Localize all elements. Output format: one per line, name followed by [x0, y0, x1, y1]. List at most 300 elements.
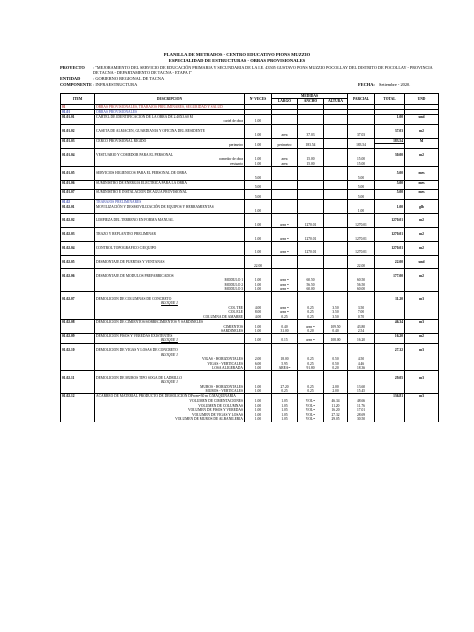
cell-total: 5.00: [375, 180, 405, 185]
cell-desc: VOLUMEN DE MUROS DE ALBAÑILERIA: [95, 417, 245, 422]
cell-ancho: [298, 167, 324, 176]
cell-desc: VOLUMEN DE VIGAS Y LOSAS: [95, 412, 245, 417]
cell-ancho: [298, 124, 324, 133]
cell-und: [405, 417, 439, 422]
cell-item: 01.02.10: [61, 343, 95, 352]
cell-total: 30.00: [375, 148, 405, 157]
componente-value: : INFRAESTRUCTURA: [93, 82, 138, 87]
col-largo: LARGO: [272, 99, 298, 104]
cell-largo: area: [272, 162, 298, 167]
cell-desc: BLOQUE 1: [95, 301, 245, 306]
fecha-value: Setiembre - 2020.: [379, 82, 411, 87]
metrados-table: [60, 93, 439, 422]
cell-und: m2: [405, 228, 439, 237]
cell-desc: MODULO 1: [95, 278, 245, 283]
cell-parcial: 22.00: [348, 264, 375, 269]
cell-veces: 1.00: [245, 162, 272, 167]
cell-veces: 1.00: [245, 399, 272, 404]
col-und: UND: [405, 94, 439, 105]
cell-total: 1.00: [375, 115, 405, 120]
cell-desc: DEMOLICION PISOS Y VEREDAS EXISTENTES: [95, 334, 245, 339]
cell-desc: BLOQUE 1: [95, 380, 245, 385]
cell-ancho: VOL=: [298, 412, 324, 417]
cell-desc: cartel de obra: [95, 119, 245, 124]
cell-veces: 6.00: [245, 361, 272, 366]
cell-altura: [324, 255, 348, 264]
cell-item: 01.02.03: [61, 228, 95, 237]
table-row: [61, 167, 439, 176]
cell-ancho: 1270.01: [298, 223, 324, 228]
cell-largo: [272, 124, 298, 133]
cell-desc: TRABAJOS PRELIMINARES: [95, 200, 245, 205]
cell-parcial: [348, 292, 375, 301]
cell-desc: MODULO 3: [95, 287, 245, 292]
cell-parcial: [348, 371, 375, 380]
cell-altura: 0.50: [324, 361, 348, 366]
cell-parcial: 56.50: [348, 283, 375, 288]
cell-ancho: 0.25: [298, 306, 324, 311]
cell-item: 01.01: [61, 109, 95, 114]
cell-altura: 109.50: [324, 324, 348, 329]
cell-und: m3: [405, 343, 439, 352]
cell-und: m3: [405, 394, 439, 399]
cell-altura: [324, 167, 348, 176]
cell-parcial: [348, 255, 375, 264]
cell-item: 01.02.12: [61, 394, 95, 399]
cell-largo: 1.05: [272, 408, 298, 413]
cell-item: 01.01.04: [61, 148, 95, 157]
cell-und: und: [405, 255, 439, 264]
cell-ancho: VOL=: [298, 399, 324, 404]
cell-total: 1270.01: [375, 228, 405, 237]
cell-ancho: VOL=: [298, 408, 324, 413]
cell-ancho: 15.00: [298, 162, 324, 167]
document-subtitle: ESPECIALIDAD DE ESTRUCTURAS - OBRAS PROVISIONALES: [168, 58, 306, 63]
cell-item: 01.01.01: [61, 115, 95, 120]
table-row: [61, 148, 439, 157]
cell-und: und: [405, 115, 439, 120]
table-row: [61, 124, 439, 133]
cell-ancho: 60.50: [298, 278, 324, 283]
cell-desc: DEMOLICION DE MUROS TIPO SOGA DE LADRILLO: [95, 371, 245, 380]
table-row: [61, 292, 439, 301]
cell-und: mes: [405, 190, 439, 195]
cell-altura: 0.40: [324, 329, 348, 334]
cell-largo: 0.25: [272, 315, 298, 320]
cell-desc: VIGAS - VERTICALES: [95, 361, 245, 366]
cell-veces: 1.00: [245, 408, 272, 413]
cell-veces: 8.00: [245, 310, 272, 315]
cell-desc: LOSA ALIGERADA: [95, 366, 245, 371]
cell-und: m3: [405, 319, 439, 324]
cell-altura: 11.20: [324, 403, 348, 408]
cell-largo: [272, 292, 298, 301]
cell-veces: 4.00: [245, 315, 272, 320]
cell-altura: 3.50: [324, 306, 348, 311]
cell-ancho: area =: [298, 338, 324, 343]
cell-desc: SARDINELES: [95, 329, 245, 334]
table-row: [61, 371, 439, 380]
cell-veces: 1.00: [245, 389, 272, 394]
cell-total: 177.00: [375, 269, 405, 278]
cell-desc: CARTEL DE IDENTIFICACION DE LA OBRA DE 2.40X3.60 M: [95, 115, 245, 120]
cell-largo: 1.05: [272, 412, 298, 417]
cell-veces: [245, 228, 272, 237]
cell-item: 01.02.02: [61, 214, 95, 223]
cell-desc: DESMONTAJE DE MODULOS PREFABRICADOS: [95, 269, 245, 278]
cell-ancho: [298, 214, 324, 223]
cell-largo: [272, 148, 298, 157]
cell-desc: COL ELE: [95, 310, 245, 315]
cell-altura: 0.50: [324, 357, 348, 362]
cell-veces: [245, 148, 272, 157]
fecha-label: FECHA:: [358, 82, 375, 87]
table-row: [61, 269, 439, 278]
col-ancho: ANCHO: [298, 99, 324, 104]
cell-und: m2: [405, 124, 439, 133]
cell-largo: area =: [272, 310, 298, 315]
cell-largo: 0.25: [272, 389, 298, 394]
cell-veces: 1.00: [245, 223, 272, 228]
cell-ancho: 0.25: [298, 357, 324, 362]
cell-ancho: 91.80: [298, 366, 324, 371]
cell-ancho: 0.25: [298, 389, 324, 394]
metrados-rows: [61, 104, 439, 422]
cell-parcial: 37.03: [348, 133, 375, 138]
cell-parcial: 13.60: [348, 384, 375, 389]
table-row: [61, 228, 439, 237]
cell-veces: 1.00: [245, 417, 272, 422]
cell-parcial: [348, 214, 375, 223]
cell-largo: [272, 241, 298, 250]
cell-parcial: 1270.01: [348, 223, 375, 228]
cell-parcial: 60.00: [348, 287, 375, 292]
cell-largo: 1.05: [272, 399, 298, 404]
cell-parcial: 11.76: [348, 403, 375, 408]
cell-item: 01.02.11: [61, 371, 95, 380]
col-veces: Nº VECES: [245, 94, 272, 105]
cell-ancho: 0.25: [298, 384, 324, 389]
cell-altura: [324, 214, 348, 223]
cell-largo: 27.20: [272, 384, 298, 389]
cell-ancho: 1270.01: [298, 250, 324, 255]
cell-largo: area =: [272, 287, 298, 292]
cell-altura: [324, 148, 348, 157]
cell-parcial: 1270.01: [348, 237, 375, 242]
col-item: ITEM: [61, 94, 95, 105]
cell-veces: 1.00: [245, 209, 272, 214]
cell-veces: 1.00: [245, 324, 272, 329]
cell-item: 01.02.06: [61, 269, 95, 278]
cell-ancho: 0.20: [298, 329, 324, 334]
cell-total: 27.32: [375, 343, 405, 352]
cell-veces: [245, 343, 272, 352]
componente-label: COMPONENTE: [60, 82, 92, 87]
cell-altura: 0.20: [324, 366, 348, 371]
cell-total: 1270.01: [375, 241, 405, 250]
cell-desc: vestuario: [95, 162, 245, 167]
cell-largo: area: [272, 157, 298, 162]
cell-total: 136.81: [375, 394, 405, 399]
cell-ancho: 56.50: [298, 283, 324, 288]
col-descripcion: DESCRIPCION: [95, 94, 245, 105]
cell-desc: MUROS - HORIZONTALES: [95, 384, 245, 389]
cell-desc: BLOQUE 1: [95, 338, 245, 343]
cell-ancho: VOL=: [298, 417, 324, 422]
cell-parcial: 5.00: [348, 176, 375, 181]
cell-altura: 3.50: [324, 310, 348, 315]
cell-total: 11.20: [375, 292, 405, 301]
cell-parcial: 18.36: [348, 366, 375, 371]
cell-desc: VOLUMEN DE CIMENTACIONES: [95, 399, 245, 404]
cell-veces: 1.00: [245, 250, 272, 255]
cell-largo: 1.05: [272, 417, 298, 422]
cell-veces: 1.00: [245, 287, 272, 292]
cell-veces: [245, 269, 272, 278]
cell-item: 01.01.05: [61, 167, 95, 176]
cell-largo: [272, 371, 298, 380]
entidad-label: ENTIDAD: [60, 76, 81, 81]
cell-veces: 1.00: [245, 412, 272, 417]
cell-largo: [272, 228, 298, 237]
cell-ancho: VOL=: [298, 403, 324, 408]
cell-largo: 0.40: [272, 324, 298, 329]
table-row: [61, 417, 439, 422]
cell-largo: area =: [272, 278, 298, 283]
col-parcial: PARCIAL: [348, 94, 375, 105]
cell-total: 183.54: [375, 138, 405, 143]
cell-ancho: [298, 228, 324, 237]
cell-desc: VESTUARIO Y COMEDOR PARA EL PERSONAL: [95, 148, 245, 157]
cell-parcial: 30.50: [348, 417, 375, 422]
cell-veces: 1.00: [245, 237, 272, 242]
cell-altura: [324, 343, 348, 352]
cell-desc: SERVICIOS HIGIENICOS PARA EL PERSONAL DE OBRA: [95, 167, 245, 176]
cell-largo: perimetro: [272, 143, 298, 148]
cell-ancho: [298, 292, 324, 301]
cell-veces: 5.00: [245, 195, 272, 200]
cell-veces: [245, 214, 272, 223]
cell-parcial: 15.00: [348, 162, 375, 167]
cell-parcial: 7.00: [348, 310, 375, 315]
cell-altura: [324, 269, 348, 278]
cell-veces: 1.00: [245, 143, 272, 148]
cell-desc: MOVILIZACIÓN Y DESMOVILIZACIÓN DE EQUIPOS Y HERRAMIENTAS: [95, 204, 245, 209]
cell-ancho: [298, 269, 324, 278]
cell-largo: [272, 214, 298, 223]
cell-parcial: [348, 241, 375, 250]
cell-parcial: 28.69: [348, 412, 375, 417]
proyecto-value: : "MEJORAMIENTO DEL SERVICIO DE EDUCACIÓN PRIMARIA Y SECUNDARIA DE LA I.E. 43505 GUSTAVO PONS MUZZIO POCOLLAY DEL DISTRITO DE POCOLLAY - PROVINCIA DE TACNA - DEPARTAMENTO DE TACNA - ETAPA I": [93, 65, 433, 75]
cell-ancho: 15.00: [298, 157, 324, 162]
cell-desc: COLUMNA DE AMARRE: [95, 315, 245, 320]
cell-total: 16.20: [375, 334, 405, 339]
cell-item: 01.01.06: [61, 180, 95, 185]
cell-veces: 5.00: [245, 176, 272, 181]
cell-largo: ÁREA=: [272, 366, 298, 371]
cell-altura: 2.00: [324, 384, 348, 389]
cell-parcial: 16.20: [348, 338, 375, 343]
cell-veces: 1.00: [245, 278, 272, 283]
cell-und: m2: [405, 269, 439, 278]
cell-largo: area: [272, 133, 298, 138]
cell-item: 01.02.05: [61, 255, 95, 264]
cell-total: [375, 417, 405, 422]
cell-veces: 1.00: [245, 403, 272, 408]
cell-desc: OBRAS PROVISIONALES, TRABAJOS PRELIMINARES, SEGURIDAD Y SALUD: [95, 104, 245, 109]
cell-und: m3: [405, 292, 439, 301]
cell-ancho: [298, 255, 324, 264]
cell-und: M: [405, 138, 439, 143]
cell-ancho: 60.00: [298, 287, 324, 292]
cell-largo: 5.95: [272, 361, 298, 366]
cell-desc: CASETA DE ALMACEN, GUARDIANIA Y OFICINA DEL RESIDENTE: [95, 124, 245, 133]
cell-largo: area =: [272, 250, 298, 255]
cell-total: 37.03: [375, 124, 405, 133]
cell-parcial: 4.50: [348, 357, 375, 362]
cell-ancho: 37.03: [298, 133, 324, 138]
cell-largo: [272, 269, 298, 278]
cell-largo: [272, 255, 298, 264]
cell-item: 01.02.07: [61, 292, 95, 301]
col-medidas: MEDIDAS: [272, 94, 348, 99]
cell-parcial: 15.00: [348, 157, 375, 162]
cell-parcial: 15.45: [348, 389, 375, 394]
cell-ancho: 0.25: [298, 310, 324, 315]
cell-parcial: [348, 269, 375, 278]
cell-total: 5.00: [375, 190, 405, 195]
cell-veces: 1.00: [245, 384, 272, 389]
cell-parcial: 0.70: [348, 315, 375, 320]
cell-largo: 1.05: [272, 403, 298, 408]
cell-desc: MUROS - VERTICALES: [95, 389, 245, 394]
cell-altura: 16.20: [324, 408, 348, 413]
cell-total: 5.00: [375, 167, 405, 176]
cell-desc: BLOQUE 1: [95, 352, 245, 357]
cell-und: glb: [405, 204, 439, 209]
cell-veces: 5.00: [245, 185, 272, 190]
cell-parcial: 48.66: [348, 399, 375, 404]
cell-item: 01.01.07: [61, 190, 95, 195]
cell-und: m2: [405, 148, 439, 157]
cell-total: 1.00: [375, 204, 405, 209]
cell-ancho: [298, 148, 324, 157]
cell-und: m3: [405, 371, 439, 380]
cell-item: 01: [61, 104, 95, 109]
table-row: [61, 241, 439, 250]
cell-veces: 4.00: [245, 306, 272, 311]
cell-desc: SUMINISTRO E INSTALACIÓN DE AGUA PROVISIONAL: [95, 190, 245, 195]
cell-desc: CONTROL TOPOGRAFICO C/EQUIPO: [95, 241, 245, 250]
cell-desc: SUMINISTRO DE ENERGIA ELECTRICA PARA LA OBRA: [95, 180, 245, 185]
cell-parcial: 1.00: [348, 209, 375, 214]
cell-parcial: [348, 343, 375, 352]
cell-desc: TRAZO Y REPLANTEO PRELIMINAR: [95, 228, 245, 237]
cell-parcial: 5.00: [348, 195, 375, 200]
cell-veces: 1.00: [245, 329, 272, 334]
cell-veces: 1.00: [245, 366, 272, 371]
cell-parcial: [348, 167, 375, 176]
cell-item: 01.02.08: [61, 319, 95, 324]
cell-altura: 3.50: [324, 315, 348, 320]
proyecto-label: PROYECTO: [60, 65, 85, 70]
cell-und: m2: [405, 241, 439, 250]
table-row: [61, 343, 439, 352]
cell-item: [61, 417, 95, 422]
cell-largo: area =: [272, 283, 298, 288]
cell-und: m2: [405, 214, 439, 223]
document-title: PLANILLA DE METRADOS - CENTRO EDUCATIVO PIONS MUZZIO: [163, 52, 311, 57]
cell-largo: 0.15: [272, 338, 298, 343]
cell-desc: LIMPIEZA DEL TERRENO EN FORMA MANUAL: [95, 214, 245, 223]
cell-veces: [245, 241, 272, 250]
cell-veces: 1.00: [245, 133, 272, 138]
table-row: [61, 255, 439, 264]
cell-ancho: 183.54: [298, 143, 324, 148]
cell-parcial: 4.46: [348, 361, 375, 366]
cell-ancho: [298, 241, 324, 250]
cell-veces: [245, 124, 272, 133]
cell-veces: 2.00: [245, 357, 272, 362]
cell-altura: 108.00: [324, 338, 348, 343]
cell-item: 01.02: [61, 200, 95, 205]
cell-parcial: 43.80: [348, 324, 375, 329]
cell-item: 01.01.03: [61, 138, 95, 143]
cell-parcial: 183.54: [348, 143, 375, 148]
cell-largo: 18.00: [272, 357, 298, 362]
cell-altura: 27.32: [324, 412, 348, 417]
cell-parcial: [348, 148, 375, 157]
col-total: TOTAL: [375, 94, 405, 105]
cell-desc: COL TEE: [95, 306, 245, 311]
cell-und: mes: [405, 167, 439, 176]
cell-total: 29.05: [375, 371, 405, 380]
cell-und: mes: [405, 180, 439, 185]
cell-item: 01.02.01: [61, 204, 95, 209]
cell-veces: 22.00: [245, 264, 272, 269]
cell-desc: DESMONTAJE DE PUERTAS Y VENTANAS: [95, 255, 245, 264]
cell-parcial: 3.50: [348, 306, 375, 311]
cell-altura: [324, 292, 348, 301]
cell-ancho: area =: [298, 324, 324, 329]
cell-altura: 46.34: [324, 399, 348, 404]
cell-parcial: 1270.01: [348, 250, 375, 255]
cell-desc: CERCO PROVISIONAL RIGIDO: [95, 138, 245, 143]
entidad-value: : GOBIERNO REGIONAL DE TACNA: [93, 76, 165, 81]
cell-item: 01.02.04: [61, 241, 95, 250]
cell-total: 46.34: [375, 319, 405, 324]
cell-parcial: 17.01: [348, 408, 375, 413]
cell-parcial: [348, 124, 375, 133]
cell-veces: [245, 255, 272, 264]
col-altura: ALTURA: [324, 99, 348, 104]
cell-ancho: 0.25: [298, 315, 324, 320]
cell-total: 22.00: [375, 255, 405, 264]
table-row: [61, 214, 439, 223]
cell-largo: area =: [272, 306, 298, 311]
cell-item: 01.02.09: [61, 334, 95, 339]
cell-parcial: 60.50: [348, 278, 375, 283]
cell-ancho: 0.25: [298, 361, 324, 366]
cell-desc: DEMOLICION DE VIGAS Y LOSAS DE CONCRETO: [95, 343, 245, 352]
cell-parcial: [348, 228, 375, 237]
cell-desc: MODULO 2: [95, 283, 245, 288]
cell-ancho: [298, 371, 324, 380]
cell-altura: [324, 241, 348, 250]
cell-desc: VOLUMEN DE PISOS Y VEREDAS: [95, 408, 245, 413]
cell-veces: 1.00: [245, 157, 272, 162]
cell-desc: DEMOLICION DE CIMIENTOS/SOBRECIMIENTOS Y SARDINELES: [95, 319, 245, 324]
